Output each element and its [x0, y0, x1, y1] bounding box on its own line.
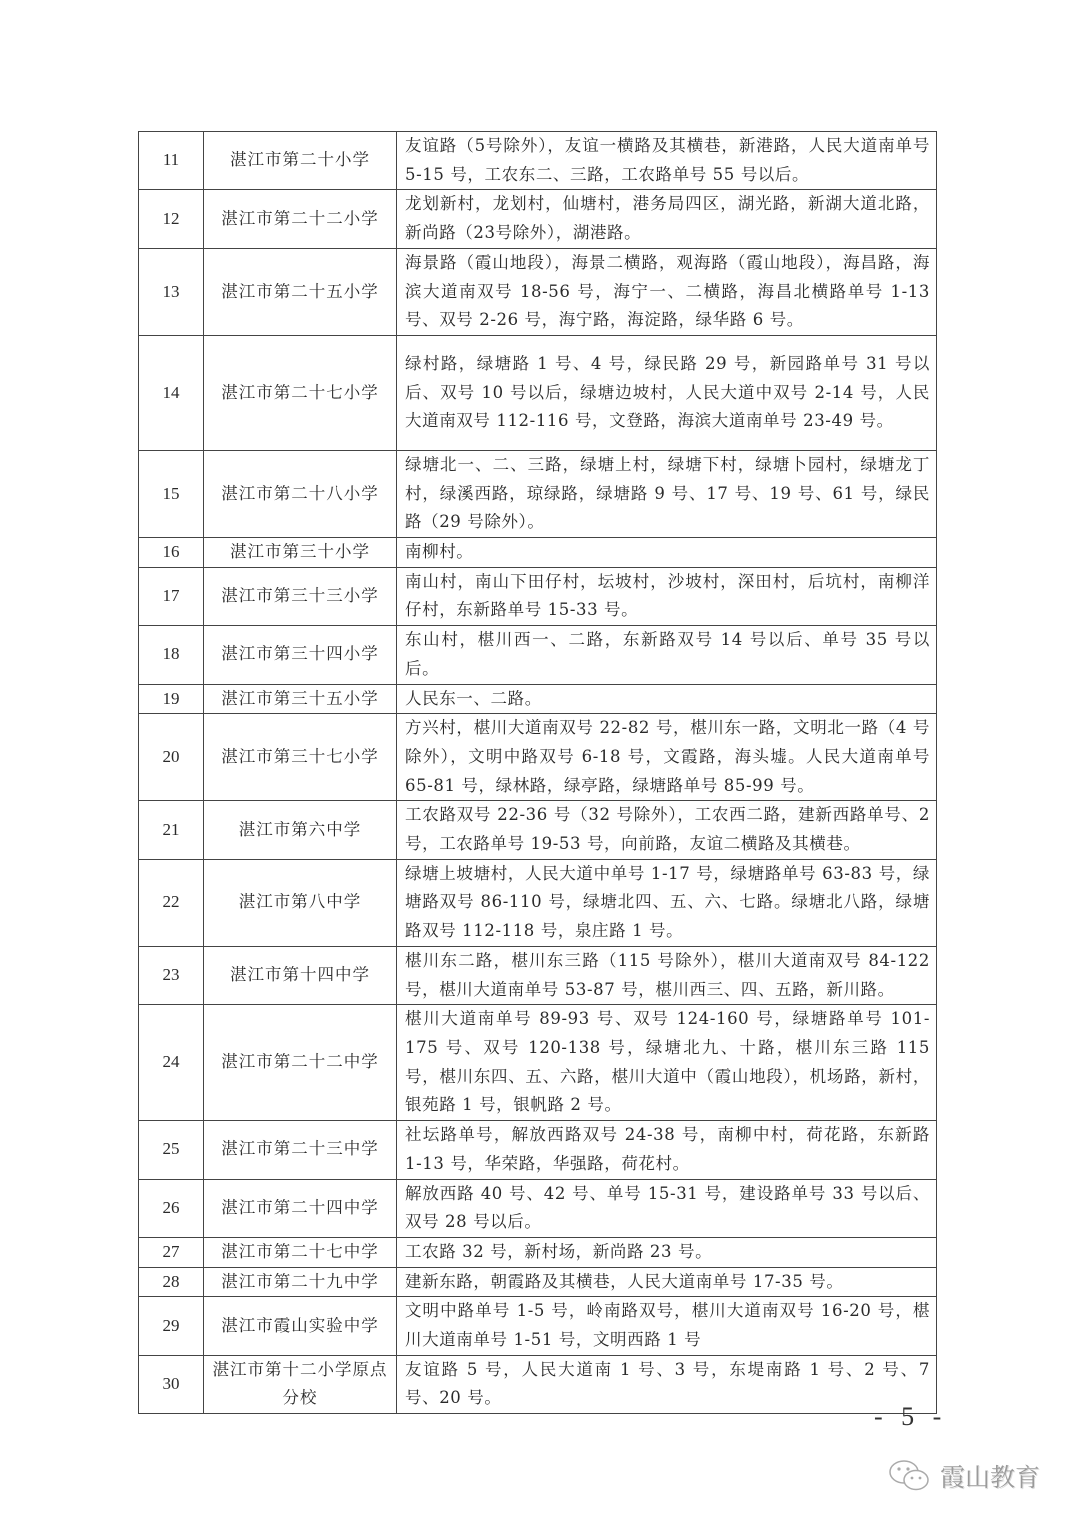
table-row [139, 248, 937, 335]
row-number: 19 [139, 684, 204, 714]
row-number: 12 [139, 190, 204, 248]
enrollment-area: 绿塘上坡塘村，人民大道中单号 1-17 号，绿塘路单号 63-83 号，绿塘路双号 86-110 号，绿塘北四、五、六、七路。绿塘北八路，绿塘路双号 112-118 号，泉庄路 1 号。 [397, 859, 937, 946]
enrollment-area: 绿村路，绿塘路 1 号、4 号，绿民路 29 号，新园路单号 31 号以后、双号 10 号以后，绿塘边坡村，人民大道中双号 2-14 号，人民大道南双号 112-116 号，文登路，海滨大道南单号 23-49 号。 [397, 335, 937, 450]
school-name: 湛江市第三十七小学 [204, 714, 397, 801]
school-name: 湛江市第二十二小学 [204, 190, 397, 248]
school-name: 湛江市第三十五小学 [204, 684, 397, 714]
enrollment-area: 绿塘北一、二、三路，绿塘上村，绿塘下村，绿塘卜园村，绿塘龙丁村，绿溪西路，琼绿路，绿塘路 9 号、17 号、19 号、61 号，绿民路（29 号除外）。 [397, 450, 937, 537]
table-row [139, 1267, 937, 1297]
enrollment-area: 龙划新村，龙划村，仙塘村，港务局四区，湖光路，新湖大道北路，新尚路（23号除外），湖港路。 [397, 190, 937, 248]
wechat-watermark [888, 1458, 1040, 1494]
row-number: 14 [139, 335, 204, 450]
school-name: 湛江市第六中学 [204, 801, 397, 859]
row-number: 22 [139, 859, 204, 946]
enrollment-area: 东山村，椹川西一、二路，东新路双号 14 号以后、单号 35 号以后。 [397, 626, 937, 684]
table-row [139, 450, 937, 537]
school-name: 湛江市第二十二中学 [204, 1005, 397, 1121]
table-row [139, 946, 937, 1004]
school-name: 湛江市霞山实验中学 [204, 1297, 397, 1355]
enrollment-area: 社坛路单号，解放西路双号 24-38 号，南柳中村，荷花路，东新路 1-13 号，华荣路，华强路，荷花村。 [397, 1121, 937, 1179]
enrollment-area: 海景路（霞山地段），海景二横路，观海路（霞山地段），海昌路，海滨大道南双号 18-56 号，海宁一、二横路，海昌北横路单号 1-13 号、双号 2-26 号，海宁路，海淀路，绿华路 6 号。 [397, 248, 937, 335]
table-row [139, 190, 937, 248]
row-number: 16 [139, 538, 204, 568]
row-number: 26 [139, 1179, 204, 1237]
row-number: 17 [139, 567, 204, 625]
table-row [139, 626, 937, 684]
row-number: 28 [139, 1267, 204, 1297]
school-name: 湛江市第二十五小学 [204, 248, 397, 335]
school-name: 湛江市第三十三小学 [204, 567, 397, 625]
wechat-icon [888, 1458, 932, 1494]
school-name: 湛江市第二十七中学 [204, 1237, 397, 1267]
row-number: 15 [139, 450, 204, 537]
row-number: 20 [139, 714, 204, 801]
school-name: 湛江市第二十小学 [204, 132, 397, 190]
table-row [139, 1297, 937, 1355]
school-name: 湛江市第二十九中学 [204, 1267, 397, 1297]
school-name: 湛江市第三十小学 [204, 538, 397, 568]
enrollment-area: 椹川东二路，椹川东三路（115 号除外），椹川大道南双号 84-122 号，椹川大道南单号 53-87 号，椹川西三、四、五路，新川路。 [397, 946, 937, 1004]
row-number: 11 [139, 132, 204, 190]
enrollment-area: 椹川大道南单号 89-93 号、双号 124-160 号，绿塘路单号 101-175 号、双号 120-138 号，绿塘北九、十路，椹川东三路 115 号，椹川东四、五、六路，椹川大道中（霞山地段），机场路，新村，银苑路 1 号，银帆路 2 号。 [397, 1005, 937, 1121]
table-row [139, 1179, 937, 1237]
table-row [139, 1005, 937, 1121]
enrollment-area: 文明中路单号 1-5 号，岭南路双号，椹川大道南双号 16-20 号，椹川大道南单号 1-51 号，文明西路 1 号 [397, 1297, 937, 1355]
school-name: 湛江市第二十八小学 [204, 450, 397, 537]
enrollment-area: 友谊路（5号除外），友谊一横路及其横巷，新港路，人民大道南单号 5-15 号，工农东二、三路，工农路单号 55 号以后。 [397, 132, 937, 190]
school-name: 湛江市第二十七小学 [204, 335, 397, 450]
enrollment-area: 工农路双号 22-36 号（32 号除外），工农西二路，建新西路单号、2 号，工农路单号 19-53 号，向前路，友谊二横路及其横巷。 [397, 801, 937, 859]
enrollment-area: 人民东一、二路。 [397, 684, 937, 714]
enrollment-area: 工农路 32 号，新村场，新尚路 23 号。 [397, 1237, 937, 1267]
school-name: 湛江市第八中学 [204, 859, 397, 946]
row-number: 18 [139, 626, 204, 684]
school-name: 湛江市第三十四小学 [204, 626, 397, 684]
enrollment-area: 南山村，南山下田仔村，坛坡村，沙坡村，深田村，后坑村，南柳洋仔村，东新路单号 15-33 号。 [397, 567, 937, 625]
enrollment-area: 建新东路，朝霞路及其横巷，人民大道南单号 17-35 号。 [397, 1267, 937, 1297]
row-number: 29 [139, 1297, 204, 1355]
table-row [139, 1237, 937, 1267]
enrollment-area: 友谊路 5 号，人民大道南 1 号、3 号，东堤南路 1 号、2 号、7 号、20 号。 [397, 1355, 937, 1413]
page-number: - 5 - [874, 1402, 948, 1431]
school-district-table [138, 131, 937, 1414]
row-number: 27 [139, 1237, 204, 1267]
row-number: 24 [139, 1005, 204, 1121]
school-name: 湛江市第十四中学 [204, 946, 397, 1004]
table-row [139, 335, 937, 450]
row-number: 21 [139, 801, 204, 859]
row-number: 30 [139, 1355, 204, 1413]
table-row [139, 538, 937, 568]
table-row [139, 859, 937, 946]
enrollment-area: 解放西路 40 号、42 号、单号 15-31 号，建设路单号 33 号以后、双号 28 号以后。 [397, 1179, 937, 1237]
row-number: 13 [139, 248, 204, 335]
row-number: 23 [139, 946, 204, 1004]
row-number: 25 [139, 1121, 204, 1179]
table-body [139, 132, 937, 1414]
enrollment-area: 方兴村，椹川大道南双号 22-82 号，椹川东一路，文明北一路（4 号除外），文明中路双号 6-18 号，文霞路，海头墟。人民大道南单号 65-81 号，绿林路，绿亭路，绿塘路单号 85-99 号。 [397, 714, 937, 801]
school-name: 湛江市第二十四中学 [204, 1179, 397, 1237]
watermark-text: 霞山教育 [940, 1463, 1041, 1492]
enrollment-area: 南柳村。 [397, 538, 937, 568]
table-row [139, 1355, 937, 1413]
table-row [139, 132, 937, 190]
table-row [139, 714, 937, 801]
table-row [139, 567, 937, 625]
table-row [139, 684, 937, 714]
school-name: 湛江市第二十三中学 [204, 1121, 397, 1179]
table-row [139, 801, 937, 859]
school-name: 湛江市第十二小学原点分校 [204, 1355, 397, 1413]
table-row [139, 1121, 937, 1179]
